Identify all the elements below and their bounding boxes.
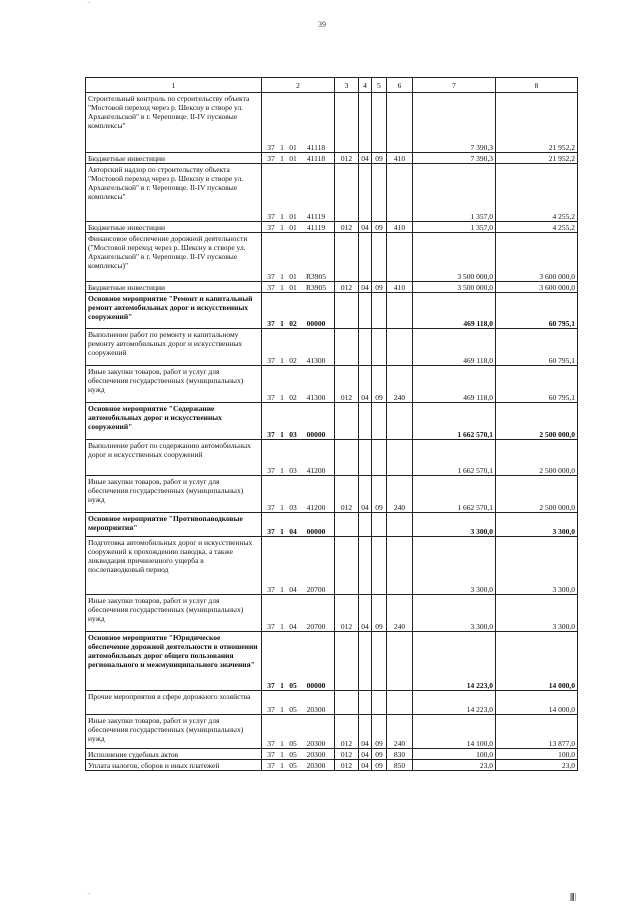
table-row — [86, 715, 578, 749]
row-name: Финансовое обеспечение дорожной деятельности ("Мостовой переход через р. Шексну в створе ул. Архангельской" в г. Череповце. II-IV пусковые комплексы)" — [86, 233, 262, 282]
row-ministry — [335, 403, 359, 440]
code-part: 37 — [267, 212, 275, 221]
code-part: 20300 — [306, 739, 326, 748]
budget-table — [85, 77, 578, 771]
row-name: Иные закупки товаров, работ и услуг для обеспечения государственных (муниципальных) нужд — [86, 595, 262, 632]
row-code — [262, 93, 335, 153]
code-part: 37 — [267, 283, 275, 292]
row-expense-type — [387, 513, 413, 537]
row-expense-type: 850 — [387, 760, 413, 771]
row-code — [262, 329, 335, 366]
row-section — [359, 513, 372, 537]
row-subsection — [372, 440, 387, 476]
row-ministry — [335, 293, 359, 329]
code-part: 00000 — [306, 430, 326, 439]
row-subsection — [372, 403, 387, 440]
row-expense-type — [387, 293, 413, 329]
table-row — [86, 632, 578, 691]
code-part: 01 — [289, 154, 297, 163]
row-section: 04 — [359, 760, 372, 771]
code-part: 37 — [267, 622, 275, 631]
column-header: 5 — [372, 78, 387, 93]
row-expense-type: 830 — [387, 749, 413, 760]
barcode-mark: |||||| | — [570, 892, 576, 901]
row-name: Основное мероприятие "Содержание автомобильных дорог и искусственных сооружений" — [86, 403, 262, 440]
row-code — [262, 691, 335, 715]
code-part: 1 — [280, 503, 284, 512]
code-part: 1 — [280, 622, 284, 631]
column-header: 1 — [86, 78, 262, 93]
row-value-2020: 4 255,2 — [496, 222, 578, 233]
row-value-2019: 1 662 570,1 — [413, 403, 496, 440]
table-row — [86, 403, 578, 440]
row-code — [262, 403, 335, 440]
code-part: 37 — [267, 585, 275, 594]
row-value-2019: 1 357,0 — [413, 164, 496, 222]
row-section: 04 — [359, 749, 372, 760]
row-code — [262, 366, 335, 403]
row-value-2019: 469 118,0 — [413, 329, 496, 366]
row-section: 04 — [359, 595, 372, 632]
column-header: 2 — [262, 78, 335, 93]
row-name: Иные закупки товаров, работ и услуг для обеспечения государственных (муниципальных) нужд — [86, 366, 262, 403]
row-code — [262, 760, 335, 771]
row-code — [262, 153, 335, 164]
table-row — [86, 366, 578, 403]
row-subsection — [372, 537, 387, 595]
row-value-2019: 14 100,0 — [413, 715, 496, 749]
row-value-2020: 14 000,0 — [496, 691, 578, 715]
row-expense-type — [387, 164, 413, 222]
code-part: 02 — [289, 356, 297, 365]
code-part: 1 — [280, 750, 284, 759]
row-ministry — [335, 537, 359, 595]
code-part: 37 — [267, 143, 275, 152]
row-name: Исполнение судебных актов — [86, 749, 262, 760]
row-value-2019: 14 223,0 — [413, 632, 496, 691]
row-code — [262, 749, 335, 760]
code-part: 1 — [280, 283, 284, 292]
row-value-2020: 2 500 000,0 — [496, 440, 578, 476]
table-row — [86, 476, 578, 513]
row-value-2020: 3 300,0 — [496, 513, 578, 537]
table-body — [86, 78, 578, 771]
row-value-2020: 100,0 — [496, 749, 578, 760]
row-value-2020: 60 795,1 — [496, 293, 578, 329]
row-subsection: 09 — [372, 153, 387, 164]
row-value-2020: 23,0 — [496, 760, 578, 771]
row-value-2019: 1 662 570,1 — [413, 476, 496, 513]
code-part: 01 — [289, 223, 297, 232]
table-row — [86, 691, 578, 715]
row-value-2019: 23,0 — [413, 760, 496, 771]
table-row — [86, 93, 578, 153]
row-value-2020: 4 255,2 — [496, 164, 578, 222]
code-part: 03 — [289, 503, 297, 512]
row-value-2019: 7 390,3 — [413, 153, 496, 164]
row-value-2020: 2 500 000,0 — [496, 403, 578, 440]
code-part: 41300 — [306, 356, 326, 365]
row-subsection: 09 — [372, 749, 387, 760]
code-part: 1 — [280, 272, 284, 281]
row-expense-type: 410 — [387, 282, 413, 293]
code-part: 03 — [289, 466, 297, 475]
code-part: 00000 — [306, 319, 326, 328]
row-ministry: 012 — [335, 715, 359, 749]
row-value-2020: 3 600 000,0 — [496, 282, 578, 293]
row-code — [262, 715, 335, 749]
code-part: 03 — [289, 430, 297, 439]
row-expense-type — [387, 632, 413, 691]
code-part: 1 — [280, 430, 284, 439]
code-part: 05 — [289, 681, 297, 690]
row-name: Иные закупки товаров, работ и услуг для обеспечения государственных (муниципальных) нужд — [86, 476, 262, 513]
code-part: 41118 — [306, 143, 326, 152]
row-value-2019: 469 118,0 — [413, 366, 496, 403]
code-part: 37 — [267, 356, 275, 365]
row-expense-type: 410 — [387, 222, 413, 233]
row-subsection — [372, 329, 387, 366]
code-part: 41119 — [306, 223, 326, 232]
column-header: 8 — [496, 78, 578, 93]
row-subsection: 09 — [372, 282, 387, 293]
row-subsection: 09 — [372, 595, 387, 632]
row-expense-type — [387, 403, 413, 440]
code-part: 37 — [267, 761, 275, 770]
scan-corner-mark: ‾ — [88, 2, 91, 10]
row-section — [359, 293, 372, 329]
code-part: 1 — [280, 761, 284, 770]
row-name: Иные закупки товаров, работ и услуг для обеспечения государственных (муниципальных) нужд — [86, 715, 262, 749]
row-ministry — [335, 329, 359, 366]
row-section — [359, 329, 372, 366]
row-section — [359, 164, 372, 222]
code-part: 01 — [289, 143, 297, 152]
row-ministry: 012 — [335, 595, 359, 632]
row-code — [262, 233, 335, 282]
code-part: 1 — [280, 223, 284, 232]
code-part: 1 — [280, 466, 284, 475]
code-part: 37 — [267, 430, 275, 439]
row-value-2019: 3 500 000,0 — [413, 233, 496, 282]
column-header: 3 — [335, 78, 359, 93]
row-value-2019: 3 500 000,0 — [413, 282, 496, 293]
code-part: 00000 — [306, 527, 326, 536]
code-part: 37 — [267, 527, 275, 536]
code-part: 41119 — [306, 212, 326, 221]
table-row — [86, 329, 578, 366]
row-section — [359, 691, 372, 715]
code-part: 37 — [267, 503, 275, 512]
code-part: 04 — [289, 585, 297, 594]
code-part: 37 — [267, 319, 275, 328]
code-part: 1 — [280, 681, 284, 690]
row-ministry: 012 — [335, 153, 359, 164]
row-value-2019: 3 300,0 — [413, 537, 496, 595]
row-name: Авторский надзор по строительству объекта "Мостовой переход через р. Шексну в створе ул. Архангельской" в г. Череповце. II-IV пусковые комплексы" — [86, 164, 262, 222]
table-row — [86, 153, 578, 164]
table-row — [86, 164, 578, 222]
table-row — [86, 440, 578, 476]
row-name: Основное мероприятие "Ремонт и капитальный ремонт автомобильных дорог и искусственных сооружений" — [86, 293, 262, 329]
row-value-2020: 60 795,1 — [496, 366, 578, 403]
table-header-row — [86, 78, 578, 93]
row-code — [262, 293, 335, 329]
row-subsection: 09 — [372, 715, 387, 749]
row-value-2019: 100,0 — [413, 749, 496, 760]
row-ministry — [335, 632, 359, 691]
code-part: 20300 — [306, 750, 326, 759]
code-part: R3905 — [305, 272, 326, 281]
page-number: 39 — [318, 20, 326, 29]
code-part: R3905 — [305, 283, 326, 292]
row-section: 04 — [359, 222, 372, 233]
code-part: 37 — [267, 223, 275, 232]
row-expense-type — [387, 233, 413, 282]
row-value-2020: 13 877,0 — [496, 715, 578, 749]
row-value-2019: 1 357,0 — [413, 222, 496, 233]
row-ministry — [335, 233, 359, 282]
row-section: 04 — [359, 476, 372, 513]
row-expense-type: 410 — [387, 153, 413, 164]
code-part: 1 — [280, 739, 284, 748]
row-section — [359, 632, 372, 691]
table-row — [86, 749, 578, 760]
code-part: 05 — [289, 761, 297, 770]
code-part: 02 — [289, 319, 297, 328]
code-part: 05 — [289, 750, 297, 759]
row-name: Выполнение работ по содержанию автомобильных дорог и искусственных сооружений — [86, 440, 262, 476]
row-section — [359, 440, 372, 476]
code-part: 37 — [267, 272, 275, 281]
row-subsection: 09 — [372, 760, 387, 771]
code-part: 37 — [267, 681, 275, 690]
row-subsection — [372, 164, 387, 222]
column-header: 4 — [359, 78, 372, 93]
code-part: 37 — [267, 705, 275, 714]
row-expense-type: 240 — [387, 595, 413, 632]
code-part: 05 — [289, 705, 297, 714]
row-code — [262, 282, 335, 293]
row-section: 04 — [359, 715, 372, 749]
table-row — [86, 537, 578, 595]
row-ministry — [335, 440, 359, 476]
row-value-2019: 1 662 570,1 — [413, 440, 496, 476]
code-part: 20300 — [306, 761, 326, 770]
row-expense-type — [387, 440, 413, 476]
row-subsection — [372, 513, 387, 537]
code-part: 41300 — [306, 393, 326, 402]
code-part: 41118 — [306, 154, 326, 163]
row-value-2019: 469 118,0 — [413, 293, 496, 329]
row-value-2020: 21 952,2 — [496, 93, 578, 153]
row-expense-type — [387, 93, 413, 153]
row-section — [359, 537, 372, 595]
row-value-2019: 3 300,0 — [413, 513, 496, 537]
row-code — [262, 595, 335, 632]
row-name: Бюджетные инвестиции — [86, 282, 262, 293]
row-expense-type: 240 — [387, 715, 413, 749]
row-ministry — [335, 691, 359, 715]
row-name: Строительный контроль по строительству объекта "Мостовой переход через р. Шексну в створе ул. Архангельской" в г. Череповце. II-IV пусковые комплексы" — [86, 93, 262, 153]
code-part: 1 — [280, 212, 284, 221]
row-value-2020: 3 600 000,0 — [496, 233, 578, 282]
row-section: 04 — [359, 153, 372, 164]
row-name: Бюджетные инвестиции — [86, 153, 262, 164]
code-part: 02 — [289, 393, 297, 402]
row-subsection — [372, 233, 387, 282]
row-subsection — [372, 632, 387, 691]
column-header: 6 — [387, 78, 413, 93]
row-code — [262, 537, 335, 595]
row-code — [262, 476, 335, 513]
row-ministry: 012 — [335, 760, 359, 771]
row-ministry — [335, 513, 359, 537]
code-part: 1 — [280, 319, 284, 328]
row-value-2019: 14 223,0 — [413, 691, 496, 715]
row-value-2020: 3 300,0 — [496, 595, 578, 632]
code-part: 1 — [280, 154, 284, 163]
row-ministry: 012 — [335, 749, 359, 760]
code-part: 1 — [280, 143, 284, 152]
row-name: Основное мероприятие "Юридическое обеспечение дорожной деятельности в отношении автомобильных дорог общего пользования регионального и межмуниципального значения" — [86, 632, 262, 691]
table-row — [86, 282, 578, 293]
code-part: 20700 — [306, 585, 326, 594]
table-row — [86, 222, 578, 233]
code-part: 37 — [267, 466, 275, 475]
row-expense-type: 240 — [387, 366, 413, 403]
row-code — [262, 222, 335, 233]
row-value-2020: 3 300,0 — [496, 537, 578, 595]
row-subsection — [372, 93, 387, 153]
row-name: Выполнение работ по ремонту и капитальному ремонту автомобильных дорог и искусственных сооружений — [86, 329, 262, 366]
row-value-2020: 60 795,1 — [496, 329, 578, 366]
row-value-2019: 7 390,3 — [413, 93, 496, 153]
row-ministry: 012 — [335, 366, 359, 403]
row-expense-type — [387, 691, 413, 715]
row-section — [359, 403, 372, 440]
row-code — [262, 440, 335, 476]
code-part: 41200 — [306, 466, 326, 475]
row-name: Уплата налогов, сборов и иных платежей — [86, 760, 262, 771]
row-subsection — [372, 691, 387, 715]
code-part: 01 — [289, 212, 297, 221]
table-row — [86, 293, 578, 329]
row-ministry — [335, 93, 359, 153]
row-name: Прочие мероприятия в сфере дорожного хозяйства — [86, 691, 262, 715]
row-name: Основное мероприятие "Противопаводковые мероприятия" — [86, 513, 262, 537]
code-part: 20300 — [306, 705, 326, 714]
row-section: 04 — [359, 282, 372, 293]
row-value-2020: 2 500 000,0 — [496, 476, 578, 513]
row-ministry: 012 — [335, 282, 359, 293]
column-header: 7 — [413, 78, 496, 93]
row-subsection: 09 — [372, 476, 387, 513]
row-subsection: 09 — [372, 222, 387, 233]
code-part: 04 — [289, 622, 297, 631]
row-section — [359, 233, 372, 282]
code-part: 20700 — [306, 622, 326, 631]
code-part: 04 — [289, 527, 297, 536]
code-part: 1 — [280, 527, 284, 536]
row-expense-type — [387, 537, 413, 595]
row-expense-type — [387, 329, 413, 366]
code-part: 00000 — [306, 681, 326, 690]
row-value-2020: 14 000,0 — [496, 632, 578, 691]
code-part: 37 — [267, 750, 275, 759]
row-ministry — [335, 164, 359, 222]
row-expense-type: 240 — [387, 476, 413, 513]
code-part: 01 — [289, 283, 297, 292]
code-part: 05 — [289, 739, 297, 748]
table-row — [86, 595, 578, 632]
code-part: 01 — [289, 272, 297, 281]
code-part: 1 — [280, 356, 284, 365]
row-subsection — [372, 293, 387, 329]
code-part: 1 — [280, 585, 284, 594]
code-part: 41200 — [306, 503, 326, 512]
table-row — [86, 513, 578, 537]
code-part: 37 — [267, 739, 275, 748]
row-name: Бюджетные инвестиции — [86, 222, 262, 233]
row-value-2020: 21 952,2 — [496, 153, 578, 164]
row-subsection: 09 — [372, 366, 387, 403]
row-ministry: 012 — [335, 222, 359, 233]
table-row — [86, 760, 578, 771]
row-name: Подготовка автомобильных дорог и искусственных сооружений к прохождению паводка, а также ликвидация причиненного ущерба в послепаводковый период — [86, 537, 262, 595]
row-ministry: 012 — [335, 476, 359, 513]
row-code — [262, 632, 335, 691]
table-row — [86, 233, 578, 282]
code-part: 1 — [280, 705, 284, 714]
row-code — [262, 513, 335, 537]
code-part: 37 — [267, 393, 275, 402]
row-section — [359, 93, 372, 153]
row-code — [262, 164, 335, 222]
scan-bottom-mark: ‾ — [88, 893, 91, 901]
row-value-2019: 3 300,0 — [413, 595, 496, 632]
code-part: 37 — [267, 154, 275, 163]
code-part: 1 — [280, 393, 284, 402]
row-section: 04 — [359, 366, 372, 403]
